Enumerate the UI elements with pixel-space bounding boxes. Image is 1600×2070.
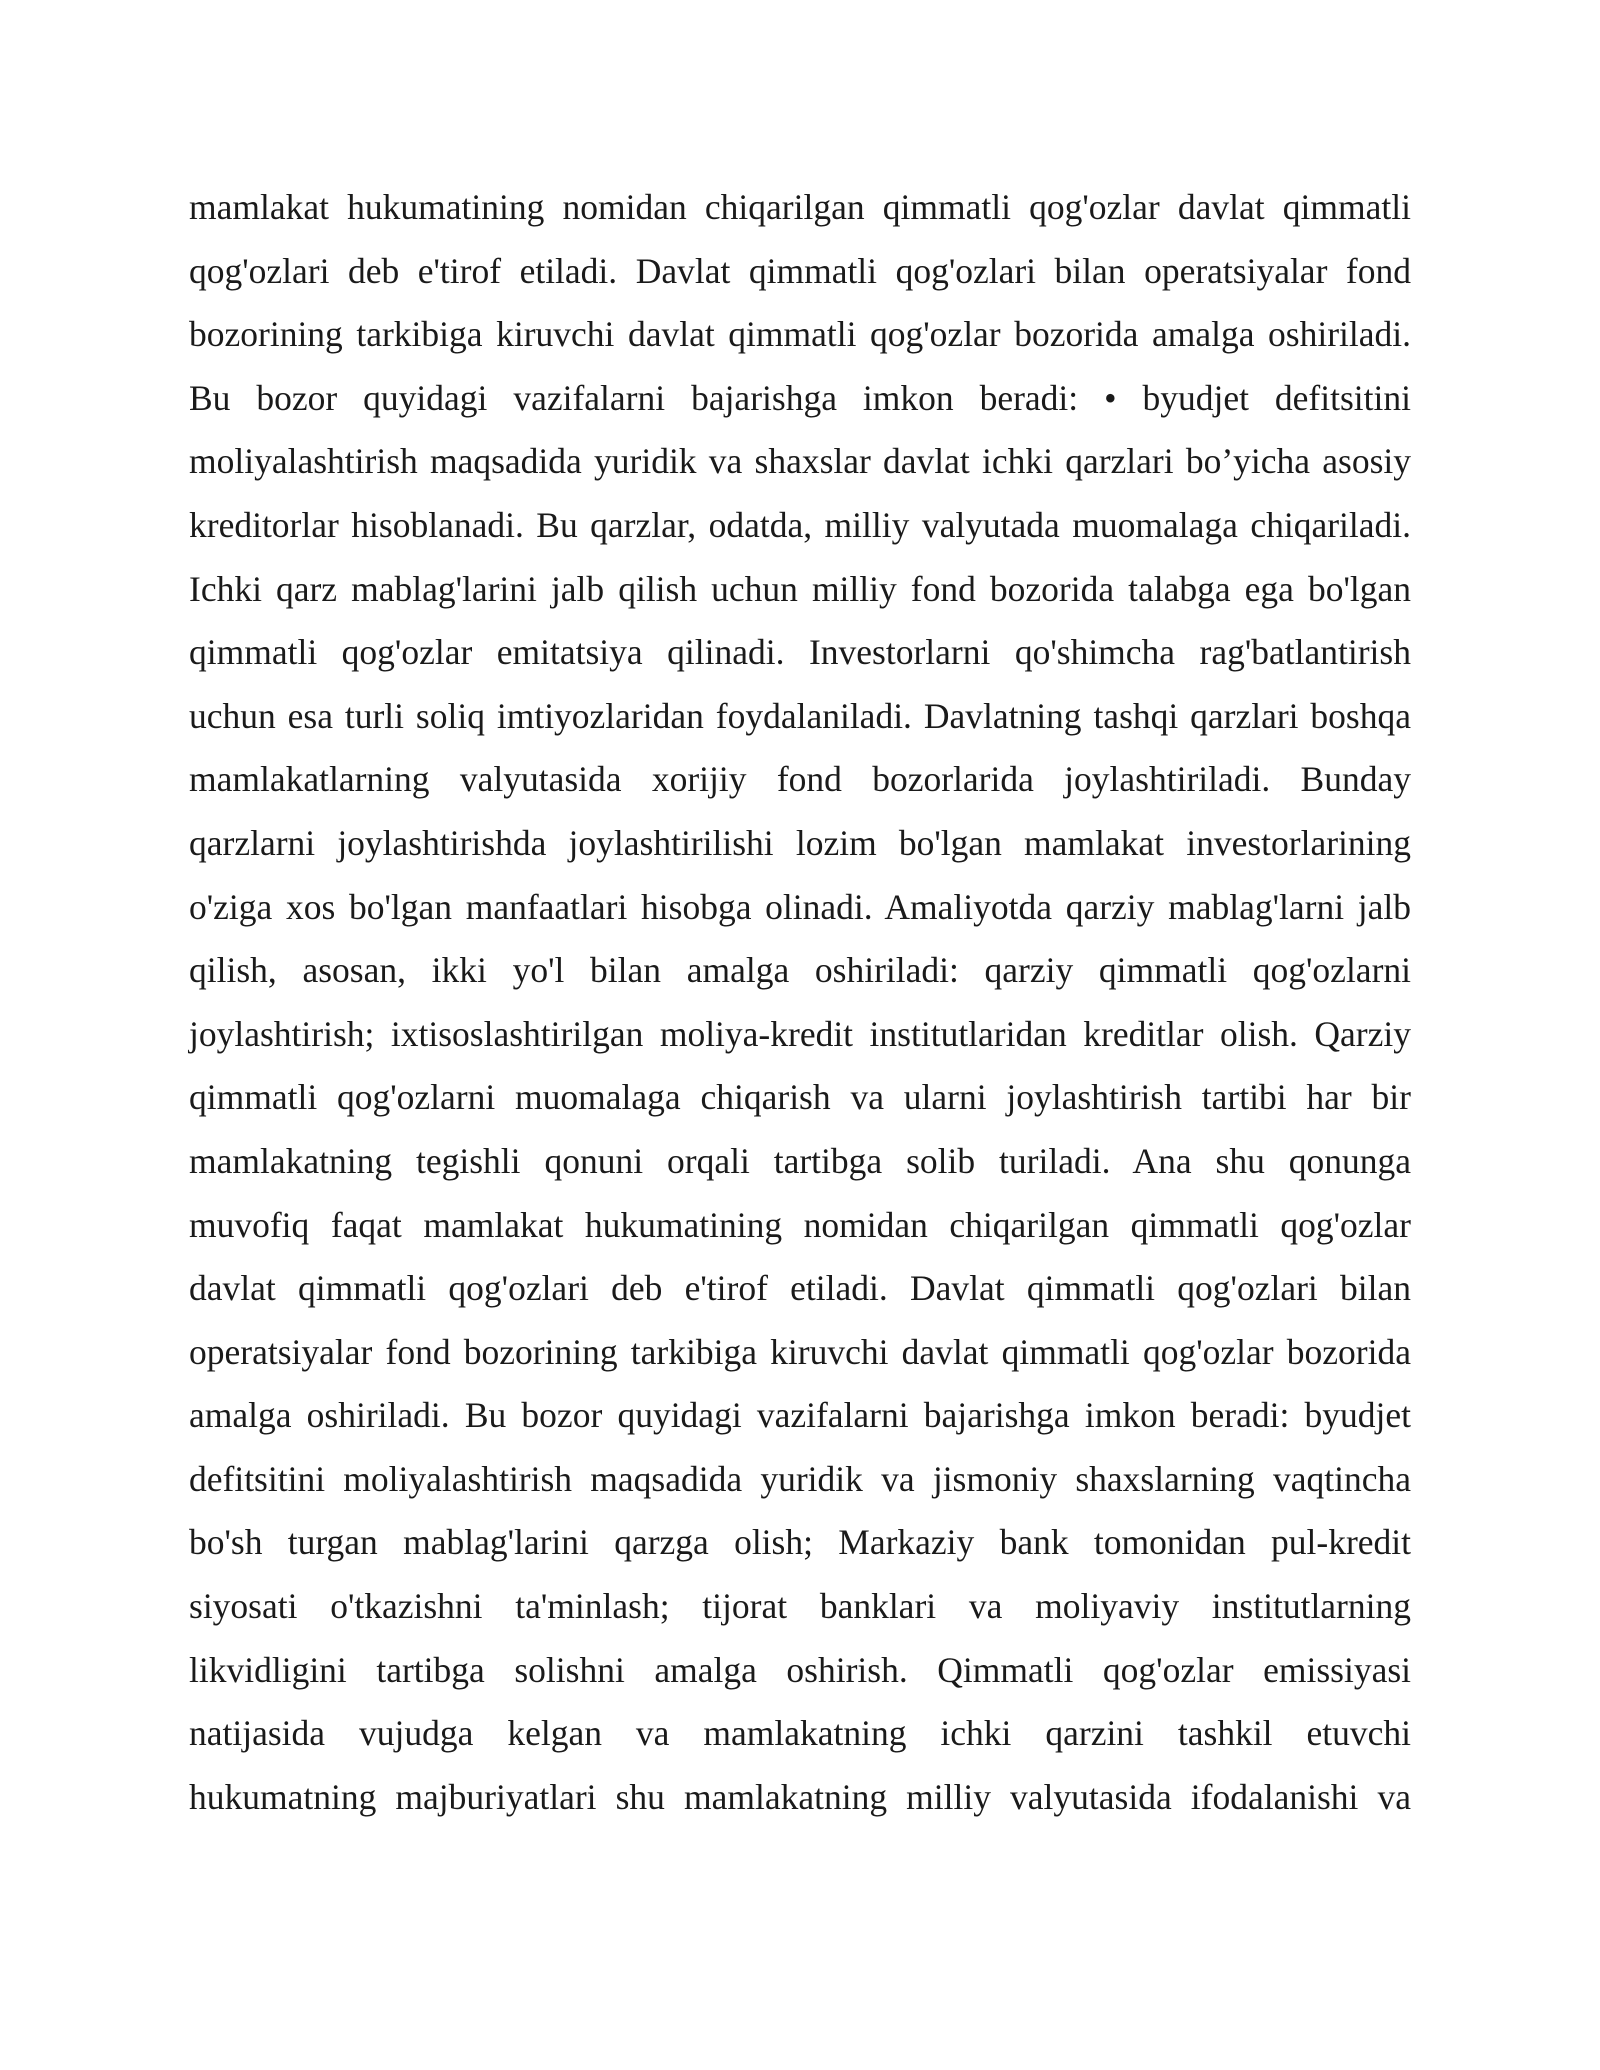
text-line: moliyalashtirish maqsadida yuridik va shaxslar davlat ichki qarzlari bo’yicha asosiy	[189, 441, 1411, 482]
text-line: qog'ozlari deb e'tirof etiladi. Davlat qimmatli qog'ozlari bilan operatsiyalar fond	[189, 250, 1411, 291]
text-line: uchun esa turli soliq imtiyozlaridan foydalaniladi. Davlatning tashqi qarzlari boshqa	[189, 695, 1411, 736]
text-line: siyosati o'tkazishni ta'minlash; tijorat banklari va moliyaviy institutlarning	[189, 1586, 1411, 1627]
text-line: natijasida vujudga kelgan va mamlakatning ichki qarzini tashkil etuvchi	[189, 1713, 1411, 1754]
text-line: hukumatning majburiyatlari shu mamlakatning milliy valyutasida ifodalanishi va	[189, 1776, 1411, 1817]
text-line: kreditorlar hisoblanadi. Bu qarzlar, odatda, milliy valyutada muomalaga chiqariladi.	[189, 504, 1411, 545]
text-line: mamlakat hukumatining nomidan chiqarilgan qimmatli qog'ozlar davlat qimmatli	[189, 187, 1411, 227]
text-line: likvidligini tartibga solishni amalga oshirish. Qimmatli qog'ozlar emissiyasi	[189, 1649, 1411, 1690]
text-line: joylashtirish; ixtisoslashtirilgan moliya-kredit institutlaridan kreditlar olish. Qarziy	[189, 1013, 1411, 1054]
text-line: amalga oshiriladi. Bu bozor quyidagi vazifalarni bajarishga imkon beradi: byudjet	[189, 1395, 1411, 1436]
text-line: muvofiq faqat mamlakat hukumatining nomidan chiqarilgan qimmatli qog'ozlar	[189, 1204, 1411, 1245]
text-line: defitsitini moliyalashtirish maqsadida yuridik va jismoniy shaxslarning vaqtincha	[189, 1458, 1411, 1499]
text-line: davlat qimmatli qog'ozlari deb e'tirof etiladi. Davlat qimmatli qog'ozlari bilan	[189, 1268, 1411, 1309]
text-line: Ichki qarz mablag'larini jalb qilish uchun milliy fond bozorida talabga ega bo'lgan	[189, 568, 1411, 609]
text-line: qilish, asosan, ikki yo'l bilan amalga oshiriladi: qarziy qimmatli qog'ozlarni	[189, 950, 1411, 991]
text-line: operatsiyalar fond bozorining tarkibiga kiruvchi davlat qimmatli qog'ozlar bozorida	[189, 1331, 1411, 1372]
text-line: Bu bozor quyidagi vazifalarni bajarishga imkon beradi: • byudjet defitsitini	[189, 377, 1411, 418]
text-line: qimmatli qog'ozlarni muomalaga chiqarish va ularni joylashtirish tartibi har bir	[189, 1077, 1411, 1118]
text-line: qimmatli qog'ozlar emitatsiya qilinadi. Investorlarni qo'shimcha rag'batlantirish	[189, 632, 1411, 673]
text-line: o'ziga xos bo'lgan manfaatlari hisobga olinadi. Amaliyotda qarziy mablag'larni jalb	[189, 886, 1411, 927]
body-text	[189, 186, 1411, 1839]
text-line: mamlakatlarning valyutasida xorijiy fond bozorlarida joylashtiriladi. Bunday	[189, 759, 1411, 800]
text-line: qarzlarni joylashtirishda joylashtirilishi lozim bo'lgan mamlakat investorlarining	[189, 822, 1411, 863]
text-line: mamlakatning tegishli qonuni orqali tartibga solib turiladi. Ana shu qonunga	[189, 1140, 1411, 1181]
text-line: bo'sh turgan mablag'larini qarzga olish; Markaziy bank tomonidan pul-kredit	[189, 1522, 1411, 1563]
text-line: bozorining tarkibiga kiruvchi davlat qimmatli qog'ozlar bozorida amalga oshiriladi.	[189, 314, 1411, 355]
